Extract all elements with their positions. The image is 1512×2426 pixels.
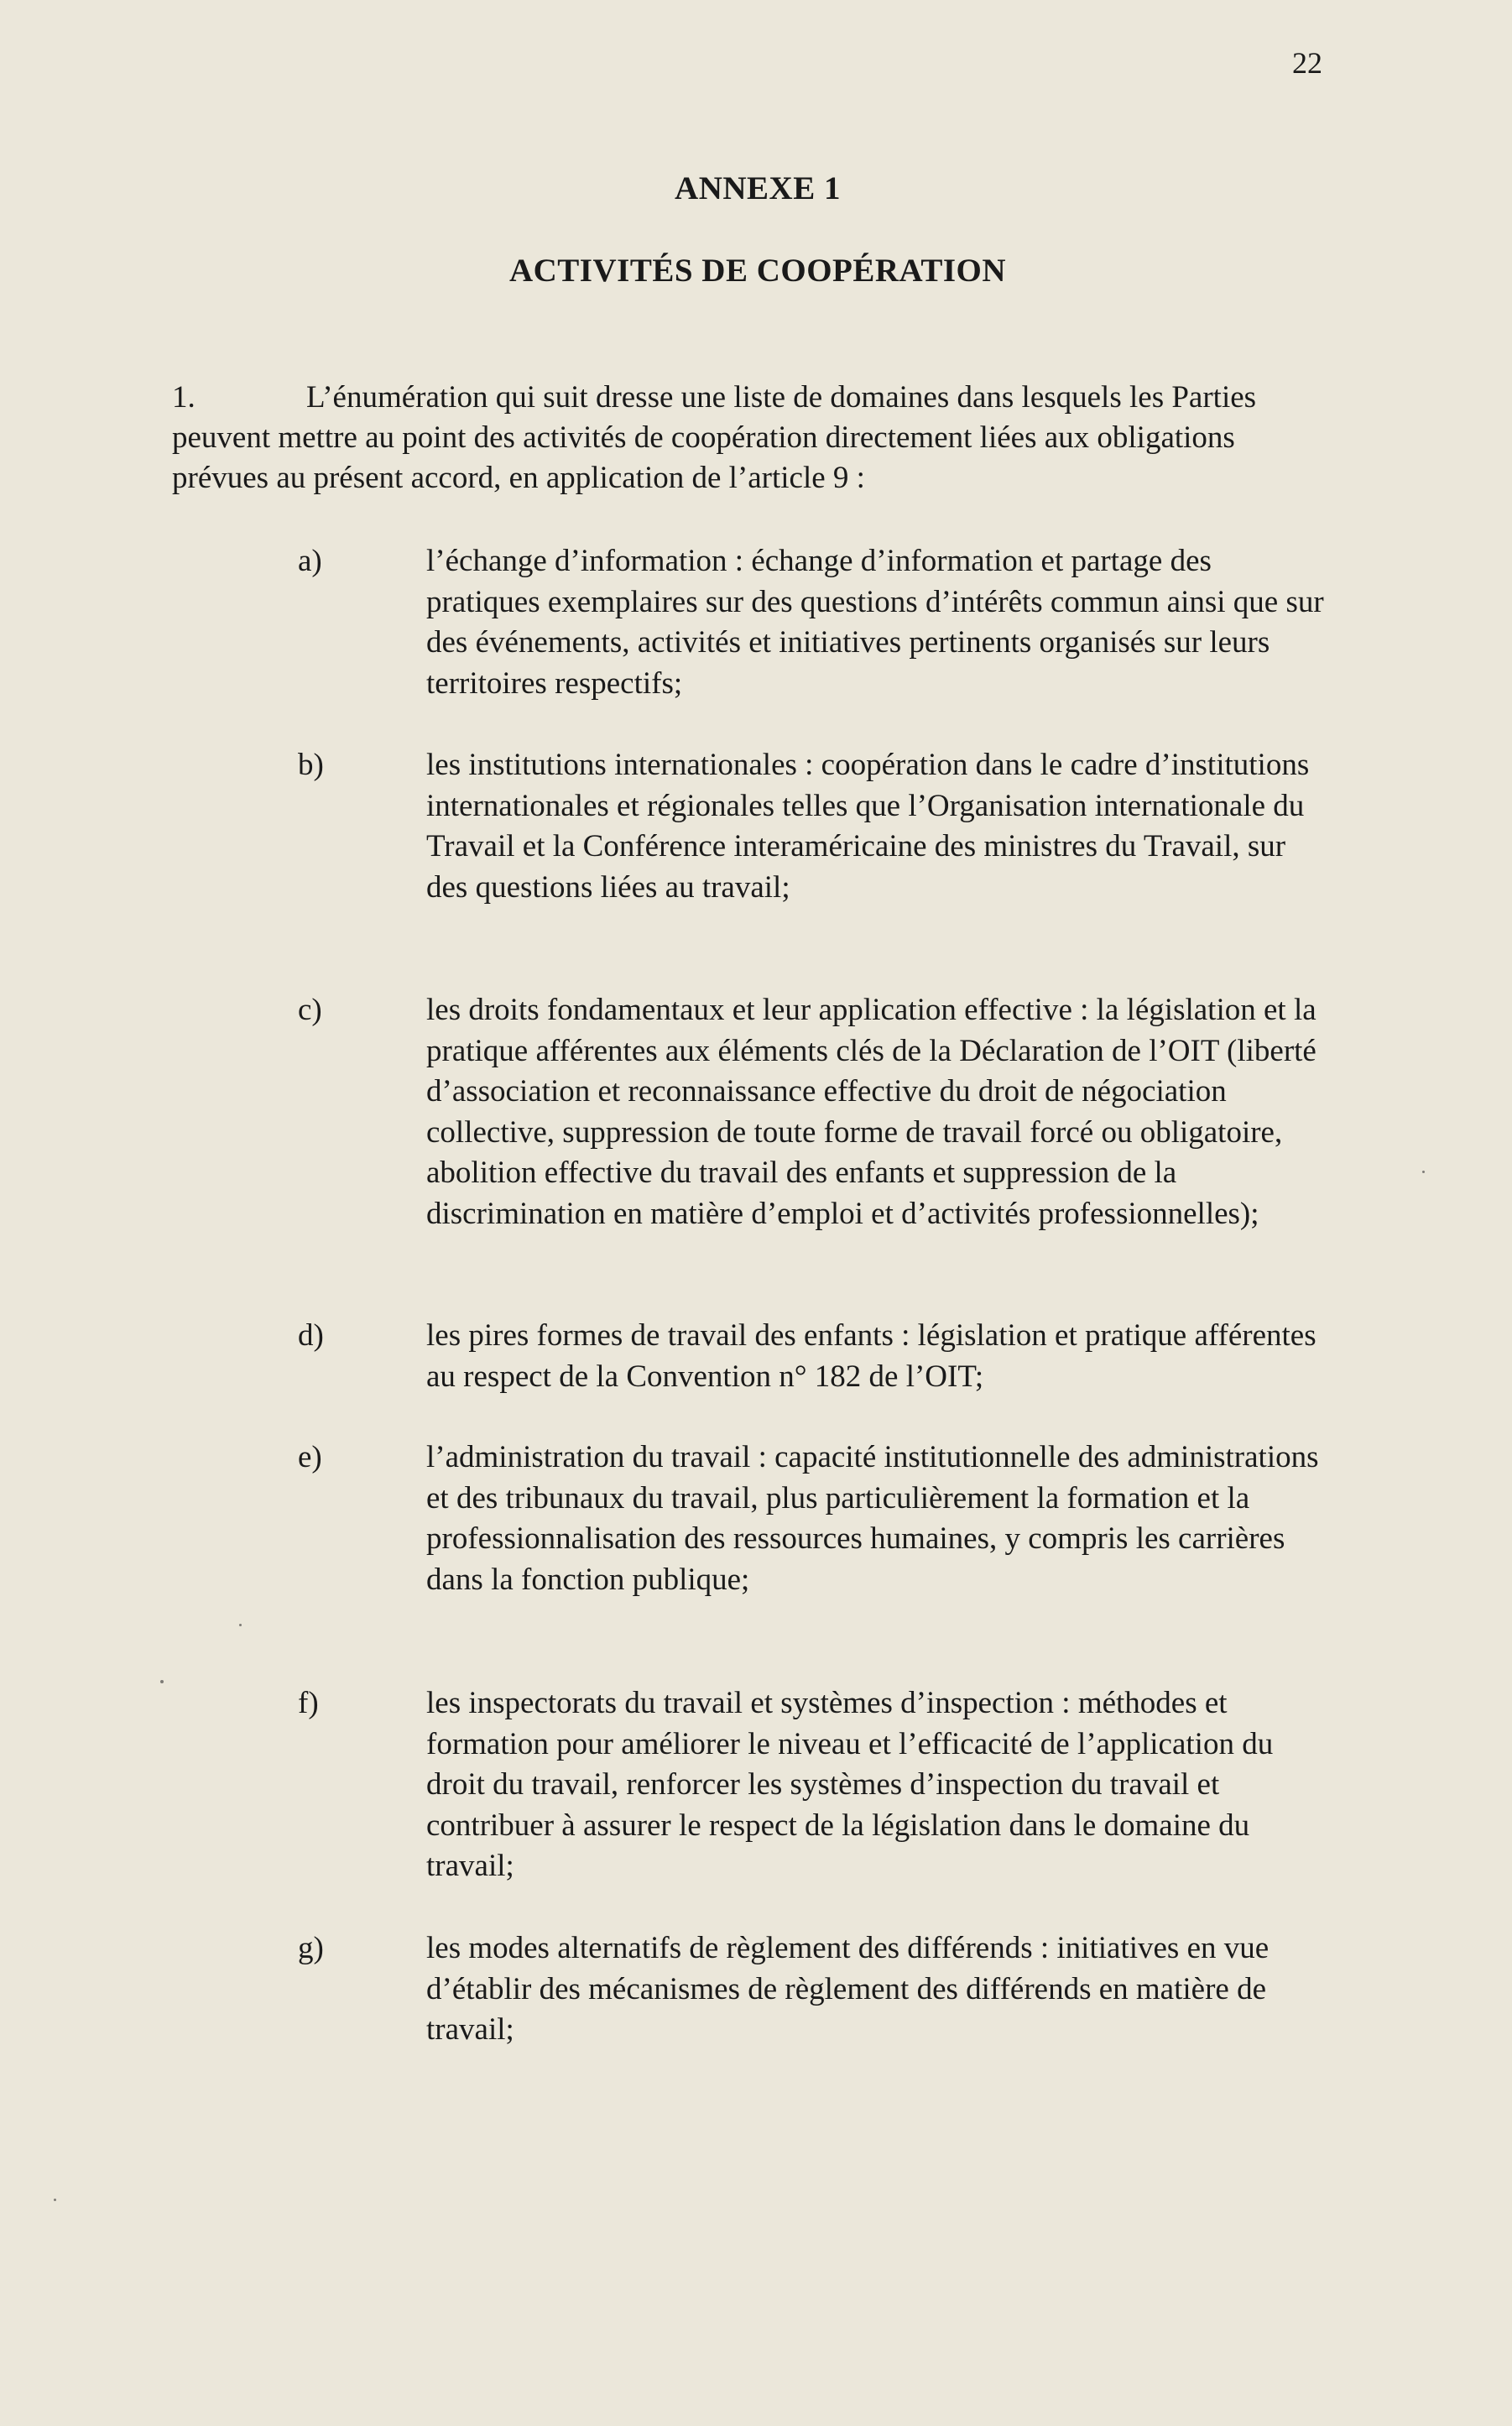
- list-item-marker: b): [298, 748, 324, 782]
- page-number: 22: [1292, 46, 1322, 80]
- list-item-text: les modes alternatifs de règlement des différends : initiatives en vue d’établir des mécanismes de règlement des différends en matière de travail;: [426, 1931, 1270, 2047]
- list-item-marker: d): [298, 1318, 324, 1353]
- list-item-text: les pires formes de travail des enfants : législation et pratique afférentes au respect de la Convention n° 182 de l’OIT;: [426, 1318, 1316, 1394]
- intro-text: L’énumération qui suit dresse une liste de domaines dans lesquels les Parties peuvent mettre au point des activités de coopération directement liées aux obligations prévues au présent accord, en application de l’article 9 :: [172, 380, 1257, 495]
- list-item-marker: e): [298, 1440, 322, 1474]
- list-item-text: l’échange d’information : échange d’information et partage des pratiques exemplaires sur des questions d’intérêts commun ainsi que sur des événements, activités et initiatives pertinents organisés sur leurs territoires respectifs;: [426, 544, 1324, 701]
- list-item-marker: f): [298, 1686, 319, 1720]
- list-item-text: les inspectorats du travail et systèmes d’inspection : méthodes et formation pour améliorer le niveau et l’efficacité de l’application du droit du travail, renforcer les systèmes d’inspection du travail et contribuer à assurer le respect de la législation dans le domaine du travail;: [426, 1686, 1274, 1883]
- list-item-text: les institutions internationales : coopération dans le cadre d’institutions internationales et régionales telles que l’Organisation internationale du Travail et la Conférence interaméricaine des ministres du Travail, sur des questions liées au travail;: [426, 748, 1310, 905]
- list-item-text: l’administration du travail : capacité institutionnelle des administrations et des tribunaux du travail, plus particulièrement la formation et la professionnalisation des ressources humaines, y compris les carrières dans la fonction publique;: [426, 1440, 1319, 1597]
- intro-paragraph: [172, 378, 1305, 498]
- scan-speck: [1422, 1171, 1425, 1173]
- list-item-marker: c): [298, 993, 322, 1027]
- paragraph-number: 1.: [172, 380, 196, 415]
- scan-speck: [160, 1680, 164, 1683]
- annex-title: ANNEXE 1: [675, 170, 841, 206]
- scan-speck: [239, 1624, 242, 1626]
- list-item-marker: g): [298, 1931, 324, 1965]
- section-title: ACTIVITÉS DE COOPÉRATION: [508, 253, 1007, 289]
- list-item-marker: a): [298, 544, 322, 578]
- scan-speck: [54, 2199, 56, 2201]
- list-item-text: les droits fondamentaux et leur application effective : la législation et la pratique afférentes aux éléments clés de la Déclaration de l’OIT (liberté d’association et reconnaissance effective du droit de négociation collective, suppression de toute forme de travail forcé ou obligatoire, abolition effective du travail des enfants et suppression de la discrimination en matière d’emploi et d’activités professionnelles);: [426, 993, 1316, 1231]
